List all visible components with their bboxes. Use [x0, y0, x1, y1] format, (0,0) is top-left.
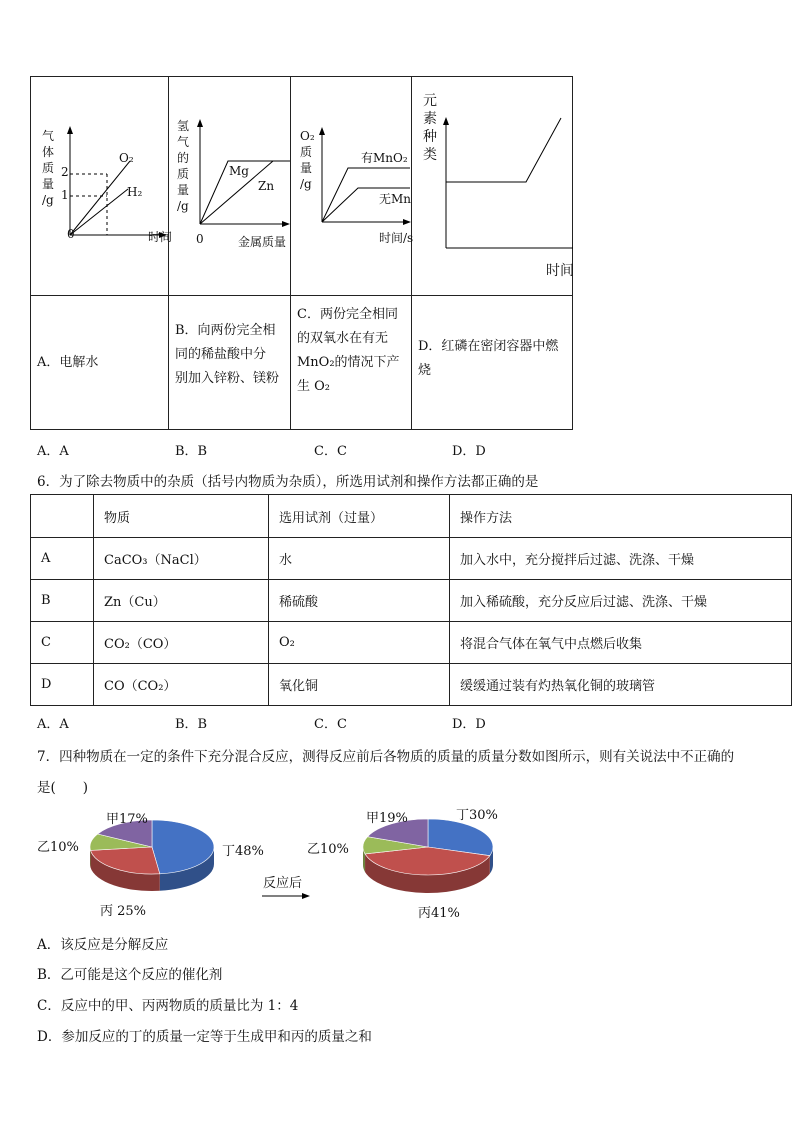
table-header: 物质	[94, 495, 269, 538]
table-cell: 缓缓通过装有灼热氧化铜的玻璃管	[450, 664, 792, 706]
q5-option-a[interactable]: A．A	[37, 444, 69, 459]
q7-stem-line1: 7．四种物质在一定的条件下充分混合反应，测得反应前后各物质的质量的质量分数如图所示，则有关说法中不正确的	[37, 749, 735, 765]
o2-label: O₂	[119, 151, 134, 165]
graph-b-xlabel: 金属质量	[238, 235, 287, 249]
before-ding-label: 丁48%	[222, 844, 264, 859]
q6-option-c[interactable]: C．C	[314, 717, 347, 732]
table-row	[31, 622, 792, 664]
q7-stem-line2: 是( )	[37, 780, 89, 796]
q6-option-d[interactable]: D．D	[452, 717, 486, 732]
o2-line	[70, 161, 130, 235]
after-yi-label: 乙10%	[307, 842, 349, 857]
before-bing-label: 丙 25%	[100, 904, 147, 919]
table-cell: C	[31, 622, 94, 664]
q5-option-d[interactable]: D．D	[452, 444, 486, 459]
table-row	[31, 664, 792, 706]
graph-c-ylabel: O₂ 质 量 /g	[300, 129, 315, 191]
pie-after	[363, 819, 493, 893]
q5-table	[30, 76, 573, 430]
table-header: 选用试剂（过量）	[269, 495, 450, 538]
pie-before	[90, 820, 214, 891]
q5-option-c[interactable]: C．C	[314, 444, 347, 459]
q7-option-d[interactable]: D．参加反应的丁的质量一定等于生成甲和丙的质量之和	[37, 1029, 372, 1045]
table-cell: 加入稀硫酸，充分反应后过滤、洗涤、干燥	[450, 580, 792, 622]
before-jia-label: 甲17%	[106, 812, 148, 827]
q6-option-a[interactable]: A．A	[37, 717, 69, 732]
tick-2: 2	[61, 165, 69, 179]
graph-d-ylabel: 元 素 种 类	[423, 93, 437, 163]
table-cell: 稀硫酸	[269, 580, 450, 622]
table-cell: CO（CO₂）	[94, 664, 269, 706]
reaction-after-label: 反应后	[263, 876, 303, 891]
table-header	[31, 495, 94, 538]
q6-option-b[interactable]: B．B	[175, 717, 208, 732]
graph-b-ylabel: 氢 气 的 质 量 /g	[177, 119, 190, 213]
q7-option-b[interactable]: B．乙可能是这个反应的催化剂	[37, 967, 223, 983]
q7-option-c[interactable]: C．反应中的甲、丙两物质的质量比为 1：4	[37, 998, 299, 1014]
graph-a	[67, 126, 167, 238]
with-mno2-label: 有MnO₂	[361, 151, 408, 165]
table-cell: CaCO₃（NaCl）	[94, 538, 269, 580]
table-cell: 加入水中，充分搅拌后过滤、洗涤、干燥	[450, 538, 792, 580]
zn-label: Zn	[258, 179, 275, 193]
graph-c	[319, 127, 411, 225]
tick-1: 1	[61, 188, 69, 202]
graph-a-xlabel: 时间	[148, 230, 173, 244]
after-ding-label: 丁30%	[456, 808, 498, 823]
table-cell: D	[31, 664, 94, 706]
mg-label: Mg	[229, 164, 249, 178]
table-header-row	[31, 495, 792, 538]
graph-d	[443, 117, 573, 248]
table-cell: 将混合气体在氧气中点燃后收集	[450, 622, 792, 664]
q5-cell-d: D．红磷在密闭容器中燃 烧	[418, 339, 559, 378]
q6-stem: 6．为了除去物质中的杂质（括号内物质为杂质），所选用试剂和操作方法都正确的是	[37, 474, 539, 490]
table-cell: O₂	[269, 622, 450, 664]
table-cell: 氧化铜	[269, 664, 450, 706]
q5-cell-c: C．两份完全相同 的双氧水在有无 MnO₂的情况下产 生 O₂	[297, 307, 400, 394]
table-cell: 水	[269, 538, 450, 580]
table-cell: A	[31, 538, 94, 580]
table-row	[31, 538, 792, 580]
after-bing-label: 丙41%	[418, 906, 460, 921]
h2-label: H₂	[127, 185, 143, 199]
q7-option-a[interactable]: A．该反应是分解反应	[37, 937, 169, 953]
without-mno2-label: 无Mn	[379, 192, 412, 206]
table-cell: B	[31, 580, 94, 622]
table-cell: CO₂（CO）	[94, 622, 269, 664]
q5-cell-b: B．向两份完全相 同的稀盐酸中分 别加入锌粉、镁粉	[175, 323, 280, 386]
q6-table	[30, 494, 792, 706]
graph-d-xlabel: 时间	[546, 263, 574, 279]
table-row	[31, 580, 792, 622]
origin-label: 0	[67, 227, 75, 241]
origin-label-b: 0	[196, 232, 204, 246]
table-header: 操作方法	[450, 495, 792, 538]
q5-option-b[interactable]: B．B	[175, 444, 208, 459]
graph-c-xlabel: 时间/s	[379, 231, 414, 245]
q5-cell-a: A．电解水	[37, 355, 99, 370]
element-types-line	[446, 118, 561, 182]
graph-a-ylabel: 气 体 质 量 /g	[42, 129, 55, 207]
after-jia-label: 甲19%	[366, 811, 408, 826]
table-cell: Zn（Cu）	[94, 580, 269, 622]
arrow-head	[302, 893, 310, 899]
before-yi-label: 乙10%	[37, 840, 79, 855]
